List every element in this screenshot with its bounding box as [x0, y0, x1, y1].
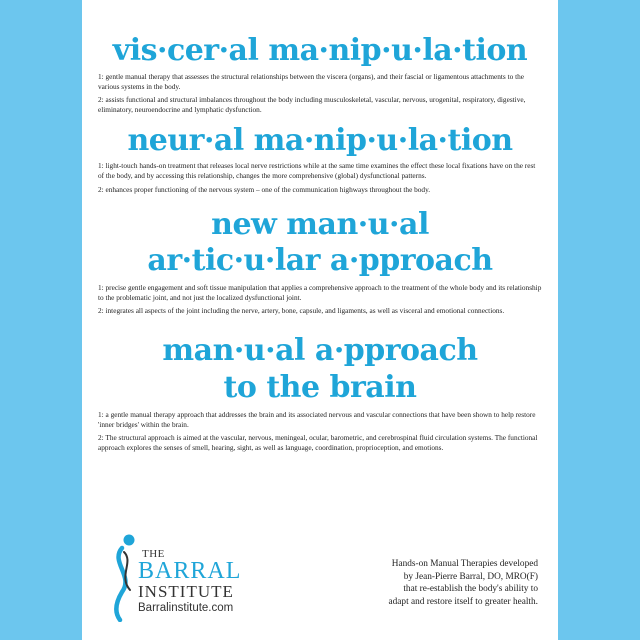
- tagline-line: adapt and restore itself to greater health.: [388, 596, 538, 607]
- heading-line: to the brain: [223, 369, 417, 405]
- definition-2: 2: integrates all aspects of the joint including the nerve, artery, bone, capsule, and ligaments, as well as visceral and emotional connections.: [98, 306, 505, 316]
- section-heading: [82, 114, 558, 159]
- footer: [82, 530, 558, 640]
- section-neural-manipulation: [82, 114, 558, 194]
- section-heading: [82, 316, 558, 406]
- tagline: [338, 558, 538, 608]
- definition-2: 2: The structural approach is aimed at the vascular, nervous, meningeal, ocular, barometric, and cerebrospinal fluid circulation systems. The functional approach explores the senses of smell, hearing, sight, as well as language, coordination, proprioception, and emotions.: [98, 433, 538, 452]
- heading-line: new man·u·al: [211, 207, 429, 243]
- definition-1: 1: a gentle manual therapy approach that addresses the brain and its associated nervous and vascular connections that have been shown to help restore 'inner bridges' within the brain.: [98, 409, 536, 429]
- section-manual-approach-to-the-brain: [82, 316, 558, 452]
- person-figure-icon: [108, 532, 142, 622]
- section-new-manual-articular-approach: [82, 194, 558, 316]
- logo-barral-text: BARRAL: [138, 558, 242, 584]
- heading-line: neur·al ma·nip·u·la·tion: [127, 123, 513, 159]
- logo-institute-text: INSTITUTE: [138, 582, 234, 601]
- tagline-line: by Jean-Pierre Barral, DO, MRO(F): [403, 571, 538, 582]
- section-heading: [82, 0, 558, 66]
- definition-1: 1: gentle manual therapy that assesses the structural relationships between the viscera (organs), and their fascial or ligamentous attachments to the various systems in the body.: [98, 72, 524, 91]
- definition-2: 2: assists functional and structural imbalances throughout the body including musculoskeletal, vascular, nervous, urogenital, respiratory, digestive, eliminatory, neuroendocrine and lymphatic dysfunction.: [98, 95, 526, 114]
- tagline-line: that re-establish the body's ability to: [403, 584, 538, 594]
- section-visceral-manipulation: [82, 0, 558, 114]
- tagline-line: Hands-on Manual Therapies developed: [391, 559, 538, 569]
- heading-line: man·u·al a·pproach: [162, 332, 478, 368]
- heading-line: ar·tic·u·lar a·pproach: [147, 243, 493, 279]
- page-card: [82, 0, 558, 640]
- heading-line: vis·cer·al ma·nip·u·la·tion: [112, 33, 528, 68]
- definition-1: 1: precise gentle engagement and soft tissue manipulation that applies a comprehensive approach to the treatment of the whole body and its relationship to the problematic joint, and not just the localized dysfunctional joint.: [98, 283, 542, 302]
- definition-2: 2: enhances proper functioning of the nervous system – one of the communication highways throughout the body.: [98, 184, 431, 194]
- website-link[interactable]: Barralinstitute.com: [138, 602, 234, 614]
- barral-institute-logo: [108, 532, 258, 622]
- logo-the-text: THE: [142, 548, 165, 560]
- definition-1: 1: light-touch hands-on treatment that releases local nerve restrictions while at the same time examines the effect these local fixations have on the rest of the body, and by accessing this relationship, changes the more comprehensive (global) dysfunctional patterns.: [98, 161, 536, 180]
- section-heading: [82, 194, 558, 279]
